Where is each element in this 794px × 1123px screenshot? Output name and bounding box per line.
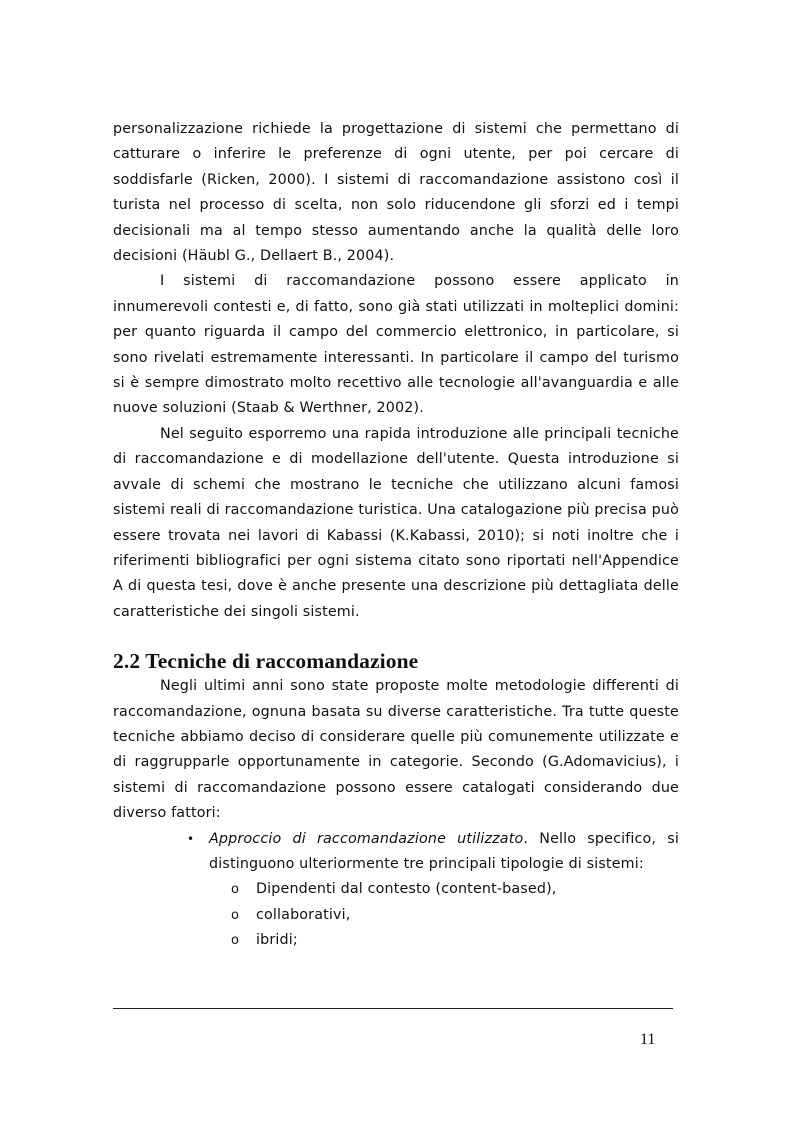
section-heading: 2.2 Tecniche di raccomandazione [113,649,419,674]
circle-bullet-icon: o [231,907,240,923]
page-number: 11 [640,1031,656,1048]
paragraph-introduction-overview: Nel seguito esporremo una rapida introduzione alle principali tecniche di raccomandazione e di modellazione dell'utente. Questa introduzione si avvale di schemi che mostrano le tecniche che utilizzano alcuni famosi sistemi reali di raccomandazione turistica. Una catalogazione più precisa può essere trovata nei lavori di Kabassi (K.Kabassi, 2010); si noti inoltre che i riferimenti bibliografici per ogni sistema citato sono riportati nell'Appendice A di questa tesi, dove è anche presente una descrizione più dettagliata delle caratteristiche dei singoli sistemi. [113,425,679,620]
footer-divider [113,1008,673,1009]
sub-list-item [231,877,679,902]
sub-list-item [231,903,679,928]
sub-item-text: collaborativi, [256,906,351,923]
paragraph-recommender-contexts: I sistemi di raccomandazione possono essere applicato in innumerevoli contesti e, di fatto, sono già stati utilizzati in molteplici domini: per quanto riguarda il campo del commercio elettronico, in particolare, si sono rivelati estremamente interessanti. In particolare il campo del turismo si è sempre dimostrato molto recettivo alle tecnologie all'avanguardia e alle nuove soluzioni (Staab & Werthner, 2002). [113,273,679,417]
bullet-text: . Nello specifico, si distinguono ulteriormente tre principali tipologie di sistemi: [209,830,679,872]
paragraph-continuation: personalizzazione richiede la progettazione di sistemi che permettano di catturare o inferire le preferenze di ogni utente, per poi cercare di soddisfarle (Ricken, 2000). I sistemi di raccomandazione assistono così il turista nel processo di scelta, non solo riducendone gli sforzi ed i tempi decisionali ma al tempo stesso aumentando anche la qualità delle loro decisioni (Häubl G., Dellaert B., 2004). [113,121,679,265]
bullet-icon: • [187,831,195,846]
body-text [113,117,679,954]
bullet-term: Approccio di raccomandazione utilizzato [209,830,524,847]
sub-item-text: ibridi; [256,932,298,949]
list-item [185,827,679,954]
sub-list [209,877,679,953]
sub-item-text: Dipendenti dal contesto (content-based), [256,881,557,898]
circle-bullet-icon: o [231,933,240,949]
section-intro-paragraph: Negli ultimi anni sono state proposte molte metodologie differenti di raccomandazione, ognuna basata su diverse caratteristiche. Tra tutte queste tecniche abbiamo deciso di considerare quelle più comunemente utilizzate e di raggrupparle opportunamente in categorie. Secondo (G.Adomavicius), i sistemi di raccomandazione possono essere catalogati considerando due diverso fattori: [113,678,679,822]
section-2-2 [113,646,679,953]
circle-bullet-icon: o [231,882,240,898]
bullet-list [113,827,679,954]
sub-list-item [231,928,679,953]
